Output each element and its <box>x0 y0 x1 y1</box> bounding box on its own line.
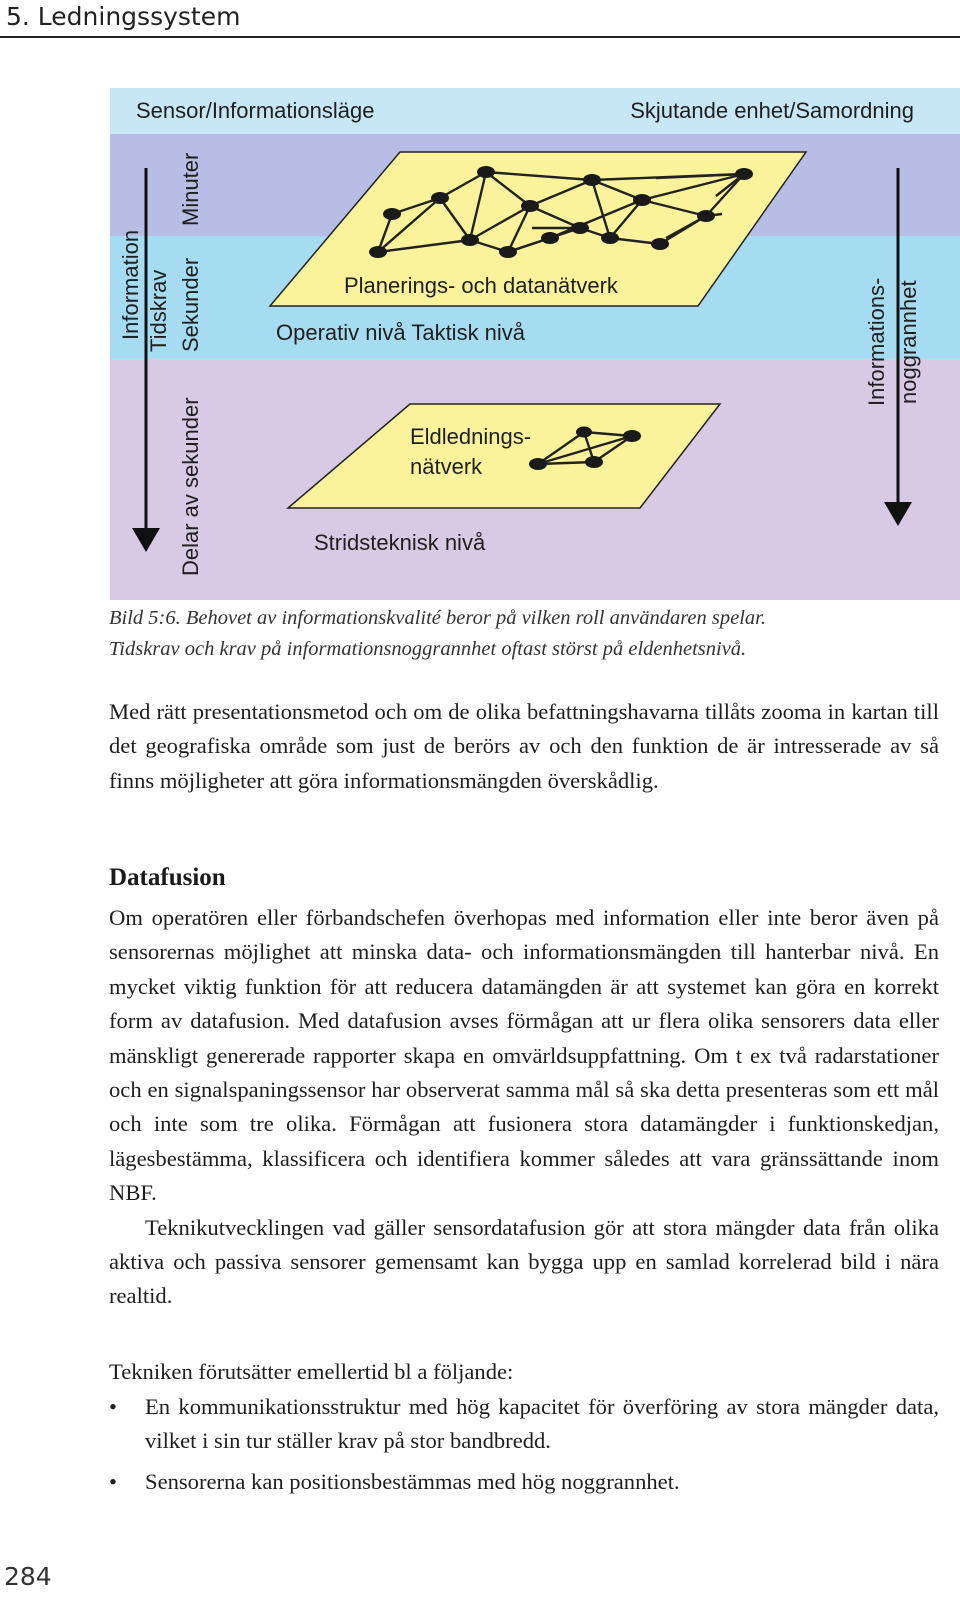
left-axis-information: Information <box>118 229 143 340</box>
lower-plane-label-line2: nätverk <box>410 454 483 479</box>
bullet-icon: • <box>109 1468 117 1494</box>
right-axis-line2: noggrannhet <box>896 280 921 404</box>
header-rule <box>0 36 960 38</box>
section-heading: Datafusion <box>109 864 226 891</box>
list-item-text: Sensorerna kan positionsbestämmas med hög noggrannhet. <box>145 1468 680 1494</box>
caption-line-2: Tidskrav och krav på informationsnoggrannhet oftast störst på eldenhetsnivå. <box>109 638 747 660</box>
figure-svg <box>110 88 960 600</box>
page-number: 284 <box>4 1562 52 1591</box>
paragraph-requirements: Tekniken förutsätter emellertid bl a följande: <box>109 1359 514 1384</box>
left-axis-sekunder: Sekunder <box>178 257 203 352</box>
requirements-list <box>109 1390 939 1505</box>
lower-plane-label-line1: Eldlednings- <box>410 424 532 449</box>
list-item <box>109 1465 939 1499</box>
section-body <box>109 901 939 1314</box>
caption-line-1: Bild 5:6. Behovet av informationskvalité beror på vilken roll användaren spelar. <box>109 607 767 629</box>
right-axis-line1: Informations- <box>864 277 889 406</box>
figure-caption <box>109 603 949 665</box>
figure-information-levels <box>110 88 960 600</box>
upper-level-label: Operativ nivå Taktisk nivå <box>276 320 526 345</box>
top-left-label: Sensor/Informationsläge <box>136 98 375 123</box>
upper-plane-label: Planerings- och datanätverk <box>344 273 618 298</box>
chapter-header: 5. Ledningssystem <box>6 2 241 31</box>
left-axis-delar-av-sekunder: Delar av sekunder <box>178 397 203 576</box>
paragraph-datafusion: Om operatören eller förbandschefen överhopas med information eller inte beror även på sensorernas möjlighet att minska data- och informationsmängden till hanterbar nivå. En mycket viktig funktion för att reducera datamängden är att systemet kan göra en korrekt form av datafusion. Med datafusion avses förmågan att ur flera olika sensorers data eller mänskligt genererade rapporter skapa en omvärldsuppfattning. Om t ex två radarstationer och en signalspaningssensor har observerat samma mål så ska detta presenteras som ett mål och inte som tre olika. Förmågan att fusionera stora datamängder i funktionskedjan, lägesbestämma, klassificera och identifiera kommer således att vara gränssättande inom NBF. <box>109 905 939 1206</box>
lower-level-label: Stridsteknisk nivå <box>314 530 486 555</box>
top-right-label: Skjutande enhet/Samordning <box>630 98 914 123</box>
paragraph-presentation: Med rätt presentationsmetod och om de olika befattningshavarna tillåts zooma in kartan till det geografiska område som just de berörs av och den funktion de är intresserade av så finns möjligheter att göra informationsmängden överskådlig. <box>109 699 939 793</box>
list-item-text: En kommunikationsstruktur med hög kapacitet för överföring av stora mängder data, vilket i sin tur ställer krav på stor bandbredd. <box>145 1394 939 1454</box>
left-axis-minuter: Minuter <box>178 152 203 226</box>
bullet-icon: • <box>109 1394 117 1419</box>
list-item <box>109 1390 939 1459</box>
left-axis-tidskrav: Tidskrav <box>146 269 171 352</box>
paragraph-sensor-fusion: Teknikutvecklingen vad gäller sensordatafusion gör att stora mängder data från olika aktiva och passiva sensorer gemensamt kan bygga upp en samlad korrelerad bild i nära realtid. <box>109 1214 939 1309</box>
